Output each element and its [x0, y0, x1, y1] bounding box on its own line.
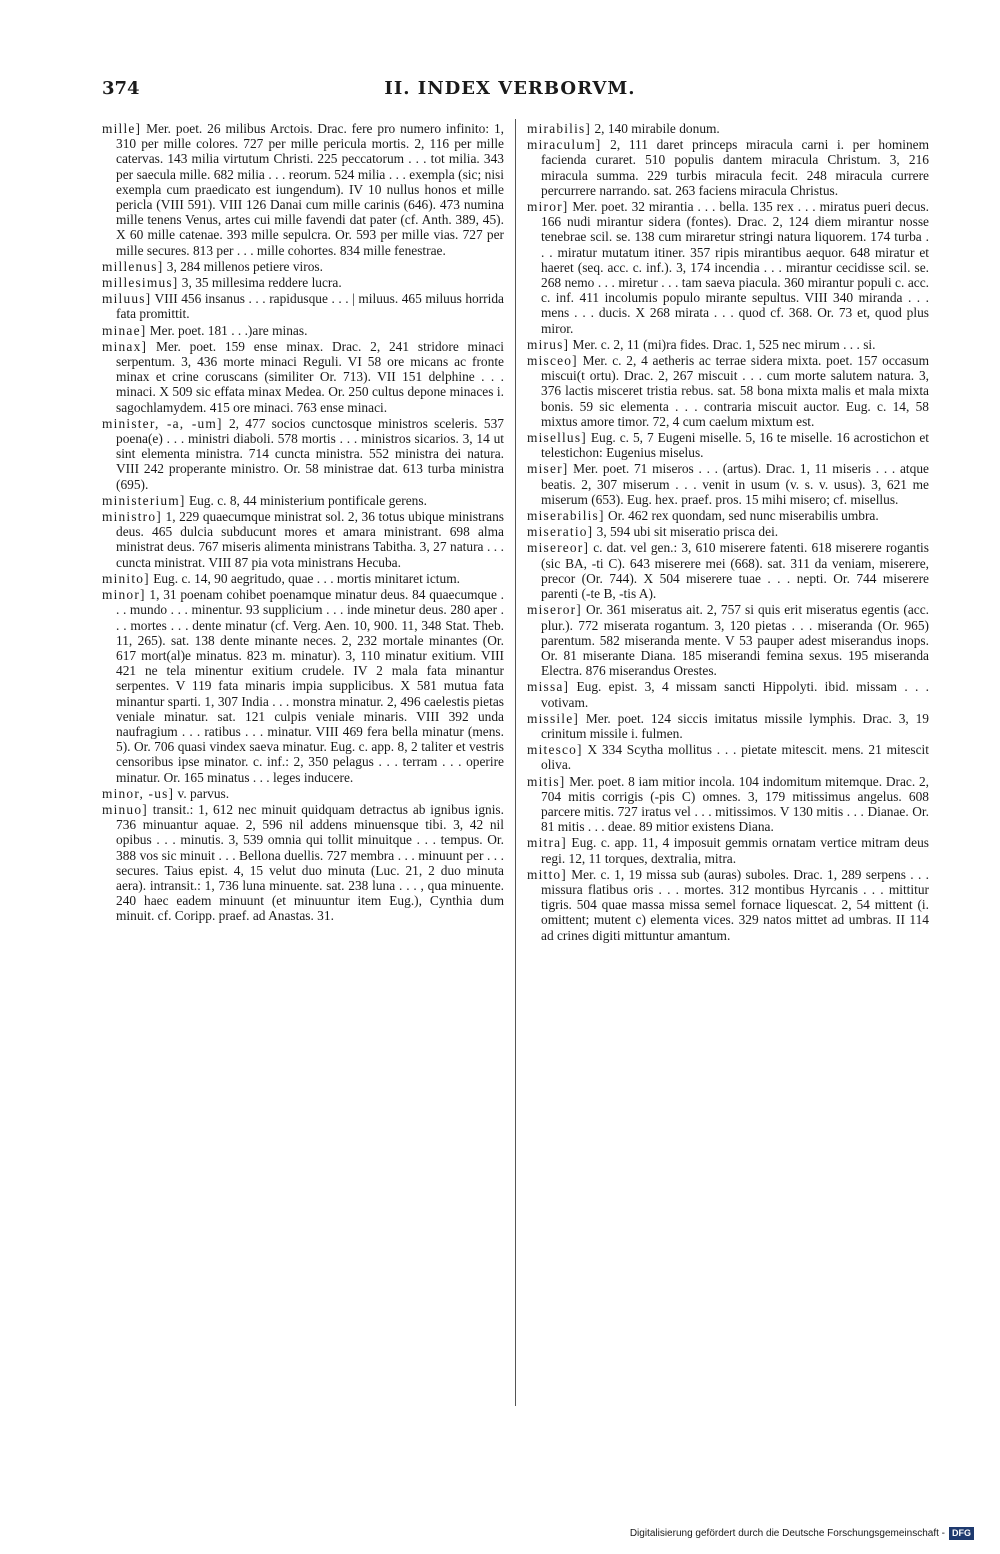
entry-lemma: misceo] [527, 353, 578, 369]
entry-text: Or. 462 rex quondam, sed nunc miserabilis umbra. [607, 508, 879, 524]
entry-lemma: minor, -us] [102, 785, 175, 801]
index-entry [527, 774, 929, 835]
entry-lemma: minister, -a, -um] [102, 415, 223, 431]
entry-text: Mer. poet. 181 . . .)are minas. [149, 322, 308, 338]
entry-text: 1, 31 poenam cohibet poenamque minatur deus. 84 quaecumque . . . mundo . . . minentur. 93 supplicium . . . inde minetur deus. 280 aper . . . mortes . . . dente minatur (cf. Verg. Aen. 10, 900. 11, 348 Stat. Theb. 11, 265). sat. 138 dente minante neces. 2, 232 mortale minantes (Or. 617 mort(al)e minatus. 823 m. minatur). 3, 110 minatur exitium. VIII 421 ne tela minentur exitium crudele. IV 2 mala fata minantur serpentes. V 119 fata minaris impia supplicibus. X 581 mutua fata minantur sparti. 1, 307 India . . . monstra minatur. 2, 496 caelestis pietas veniale minatur. sat. 121 culpis veniale minaris. VIII 392 unda naufragium . . . ratibus . . . minatur. VIII 469 fera bella minatur (mens. 5). Or. 706 quasi vindex saeva minatur. Eug. c. app. 8, 2 taliter et vestris censoribus ipse minator. c. inf.: 2, 350 pelagus . . . terram . . . operire minatur. Or. 165 minatus . . . leges inducere. [116, 587, 504, 785]
index-entry [527, 524, 929, 539]
index-entry [527, 508, 929, 523]
index-entry [527, 711, 929, 741]
entry-lemma: ministerium] [102, 492, 186, 508]
index-entry [102, 493, 504, 508]
entry-lemma: mirus] [527, 336, 570, 352]
index-entry [527, 835, 929, 865]
entry-lemma: mille] [102, 121, 142, 136]
index-entry [102, 339, 504, 415]
digitization-credit: Digitalisierung gefördert durch die Deutsche Forschungsgemeinschaft - [629, 1528, 945, 1539]
index-entry [102, 416, 504, 492]
page-number: 374 [102, 78, 140, 99]
entry-text: 2, 111 daret princeps miracula carni i. per hominem facienda curaret. 510 populis dantem miracula Christum. 3, 216 miracula summa. 229 turbis miracula fecit. 248 miracula currere percurrere narrando. sat. 263 faciens miracula Christus. [541, 137, 930, 198]
entry-text: c. dat. vel gen.: 3, 610 miserere fatenti. 618 miserere rogantis (sic BA, -ti C). 643 miserere mei (668). sat. 311 da veniam, miserere, precor (Or. 744). X 504 miserere tuae . . . nepti. Or. 744 miserere parenti (-te B, -tis A). [541, 540, 929, 602]
entry-lemma: minae] [102, 322, 147, 338]
entry-text: 3, 594 ubi sit miseratio prisca dei. [596, 524, 779, 540]
index-entry [527, 540, 929, 601]
index-entry [102, 259, 504, 274]
entry-lemma: minax] [102, 338, 148, 354]
entry-text: Mer. poet. 8 iam mitior incola. 104 indomitum mitemque. Drac. 2, 704 mitis corrigis (-pis C) omnes. 3, 179 mitissimus angelus. 608 parcere mitis. 727 iratus vel . . . mitissimos. V 130 mitis . . . Dianae. Or. 81 mitis . . . deae. 89 mitior existens Diana. [541, 773, 929, 835]
index-entry [527, 602, 929, 678]
entry-text: Mer. c. 1, 19 missa sub (auras) suboles. Drac. 1, 289 serpens . . . missura flatibus oris . . . mortes. 312 montibus Hyrcanis . . . mittitur tigris. 504 quae massa missa semel fornace liquescat. 2, 54 mittent (i. omittent; mutent c) elementa vices. 329 natos mittet ad umbras. II 114 ad crines digiti mittuntur amantum. [541, 866, 929, 943]
entry-lemma: misellus] [527, 430, 587, 446]
entry-text: 2, 477 socios cunctosque ministros sceleris. 537 poena(e) . . . ministri diaboli. 578 mortis . . . ministros sicarios. 3, 14 ut sint elementa ministra. 714 cuncta ministra. 552 ministra dei natura. VIII 242 properante ministro. Or. 58 ministrae dat. 613 turba ministra (695). [116, 415, 504, 492]
running-title: II. INDEX VERBORVM. [384, 78, 636, 99]
right-column [527, 121, 929, 944]
index-entry [102, 121, 504, 258]
entry-text: VIII 456 insanus . . . rapidusque . . . | miluus. 465 miluus horrida fata promittit. [116, 291, 504, 322]
entry-lemma: missa] [527, 679, 570, 695]
entry-text: 2, 140 mirabile donum. [594, 121, 720, 136]
entry-lemma: miser] [527, 461, 569, 477]
left-column [102, 121, 504, 925]
index-entry [527, 353, 929, 429]
entry-lemma: miror] [527, 199, 569, 215]
entry-lemma: mitesco] [527, 742, 583, 758]
index-entry [527, 199, 929, 336]
entry-lemma: missile] [527, 710, 580, 726]
entry-text: Eug. c. 5, 7 Eugeni miselle. 5, 16 te miselle. 16 acrostichon et telestichon: Eugenius miselus. [541, 430, 929, 461]
index-entry [527, 337, 929, 352]
entry-lemma: mitto] [527, 866, 567, 882]
entry-lemma: minuo] [102, 801, 148, 817]
entry-text: Mer. poet. 32 mirantia . . . bella. 135 rex . . . miratus pueri decus. 166 nudi mirantur sidera (fontes). Drac. 2, 124 diem mirantur nosse tenebrae scil. se. 138 cum miraretur stringi natura liquorem. 174 turba . . . miratur mutatum itiner. 357 ripis mirantibus aequor. 648 miratur et haeret (seq. acc. c. inf.). 3, 174 incendia . . . mirantur cecidisse scil. se. 268 nemo . . . miretur . . . tam saeva piacula. 360 mirantur populi c. acc. c. inf. 411 incolumis populo mirante sepultus. VIII 340 miranda . . . mens . . . ducis. X 268 mirata . . . quod cf. 368. Or. 73 et, quod plus miror. [541, 199, 929, 336]
entry-lemma: miserabilis] [527, 508, 605, 524]
entry-text: Mer. c. 2, 4 aetheris ac terrae sidera mixta. poet. 157 occasum miscui(t ortu). Drac. 2, 267 miscuit . . . cum morte salutem natura. 3, 376 lactis misceret tristia rebus. sat. 58 bona mixta malis et mala mixta bonis. 59 sic elementa . . . contraria miscuit auctor. Eug. c. 14, 58 mixtus amore timor. 72, 4 cum caelum mixtum est. [541, 353, 929, 429]
entry-text: Mer. c. 2, 11 (mi)ra fides. Drac. 1, 525 nec mirum . . . si. [572, 336, 876, 352]
entry-text: 3, 284 millenos petiere viros. [166, 258, 323, 274]
index-entry [102, 786, 504, 801]
entry-text: Eug. c. 14, 90 aegritudo, quae . . . mortis minitaret ictum. [153, 570, 460, 586]
index-entry [527, 461, 929, 507]
entry-lemma: mitis] [527, 773, 566, 789]
index-entry [102, 802, 504, 924]
entry-text: Eug. c. app. 11, 4 imposuit gemmis ornatam vertice mitram deus regi. 12, 11 torques, dextralia, mitra. [541, 835, 929, 866]
entry-text: 1, 229 quaecumque ministrat sol. 2, 36 totus ubique ministrans deus. 465 dulcia subducunt mores et amara ministrant. 698 alma ministrat deus. 767 miseris alimenta ministrans Tabitha. 3, 27 natura . . . cuncta ministrat. VIII 87 pia vota ministrans Hecuba. [116, 509, 504, 570]
entry-text: Mer. poet. 26 milibus Arctois. Drac. fere pro numero infinito: 1, 310 per mille colores. 727 per mille pericula mortis. 2, 116 per mille catervas. 143 milia virtutum Christi. 225 peccatorum . . . tot milia. 343 per saecula mille. 682 milia . . . reorum. 524 milia . . . exempla (sic; nisi exempla cum praedicato est iungendum). IV 10 nullus honos et mille pericla (VIII 591). VIII 126 Danai cum mille carinis (646). 473 numina mille tenens Venus, artes cui mille favendi dat pater (cf. Anth. 389, 45). X 60 mille catenae. 393 mille sepulcra. Or. 593 per mille vias. 727 per mille secures. 813 per . . . mille cohortes. 834 mille fenestrae. [116, 121, 504, 258]
index-entry [102, 571, 504, 586]
entry-lemma: minito] [102, 570, 150, 586]
entry-text: Mer. poet. 159 ense minax. Drac. 2, 241 stridore minaci serpentum. 3, 436 morte minaci Reguli. VI 58 ore micans ac fronte minax et crine coruscans (similiter Or. 713). VII 151 delphine . . . minaci. X 509 sic effata minax Medea. Or. 250 cultus depone minaces i. sagochlamydem. 415 ore minaci. 763 ense minaci. [116, 338, 504, 415]
index-entry [527, 679, 929, 709]
entry-text: Mer. poet. 124 siccis imitatus missile lymphis. Drac. 3, 19 crinitum missile i. fulmen. [541, 710, 929, 741]
entry-lemma: miseror] [527, 602, 582, 618]
entry-text: X 334 Scytha mollitus . . . pietate mitescit. mens. 21 mitescit oliva. [541, 742, 929, 773]
index-entry [102, 323, 504, 338]
index-entry [102, 587, 504, 785]
entry-text: transit.: 1, 612 nec minuit quidquam detractus ab ignibus ignis. 736 minuantur aquae. 2, 596 nil addens minuensque tibi. 3, 42 nil opibus . . . minutis. 3, 539 omnia qui tollit minuitque . . . tempus. Or. 388 vos sic minuit . . . Bellona duellis. 727 membra . . . minuunt per . . . secures. Taius epist. 4, 15 velut duo minuta (Luc. 21, 2 duo minuta aera). intransit.: 1, 736 luna minuente. sat. 238 luna . . . , qua minuente. 240 haec eadem minuunt (et minuuntur item Eug.), Cynthia dum minuit. cf. Coripp. praef. ad Anastas. 31. [116, 801, 504, 924]
entry-lemma: minor] [102, 587, 146, 603]
entry-lemma: mitra] [527, 835, 567, 851]
entry-lemma: miluus] [102, 291, 152, 307]
dfg-logo: DFG [949, 1527, 974, 1540]
index-entry [102, 275, 504, 290]
entry-lemma: miseratio] [527, 524, 594, 540]
entry-text: Eug. epist. 3, 4 missam sancti Hippolyti. ibid. missam . . . votivam. [541, 679, 929, 710]
entry-lemma: millenus] [102, 258, 164, 274]
entry-lemma: ministro] [102, 509, 162, 525]
index-entry [102, 509, 504, 570]
footer [630, 1527, 974, 1540]
entry-lemma: misereor] [527, 540, 590, 556]
entry-text: 3, 35 millesima reddere lucra. [181, 275, 342, 291]
index-entry [527, 137, 929, 198]
entry-text: Mer. poet. 71 miseros . . . (artus). Drac. 1, 11 miseris . . . atque beatis. 2, 307 miserum . . . venit in usum (v. s. v. usus). 3, 621 me miserum (653). Eug. hex. praef. pros. 15 mihi misero; cf. misellus. [541, 461, 929, 507]
entry-lemma: miraculum] [527, 137, 602, 153]
index-entry [527, 742, 929, 772]
entry-lemma: mirabilis] [527, 121, 592, 136]
entry-text: Eug. c. 8, 44 ministerium pontificale gerens. [188, 492, 427, 508]
index-entry [527, 430, 929, 460]
index-entry [527, 867, 929, 943]
column-divider [515, 119, 516, 1406]
entry-text: v. parvus. [177, 785, 230, 801]
entry-text: Or. 361 miseratus ait. 2, 757 si quis erit miseratus egentis (acc. plur.). 772 miserata rogantum. 3, 120 pietas . . . miseranda (Or. 965) parentum. 582 miseranda mente. V 53 pauper adest miserandus inops. Or. 81 miserante Diana. 185 miserandi femina sexus. 195 miseranda Electra. 876 miserandus Orestes. [541, 602, 930, 679]
entry-lemma: millesimus] [102, 275, 179, 291]
index-entry [102, 291, 504, 321]
index-entry [527, 121, 929, 136]
